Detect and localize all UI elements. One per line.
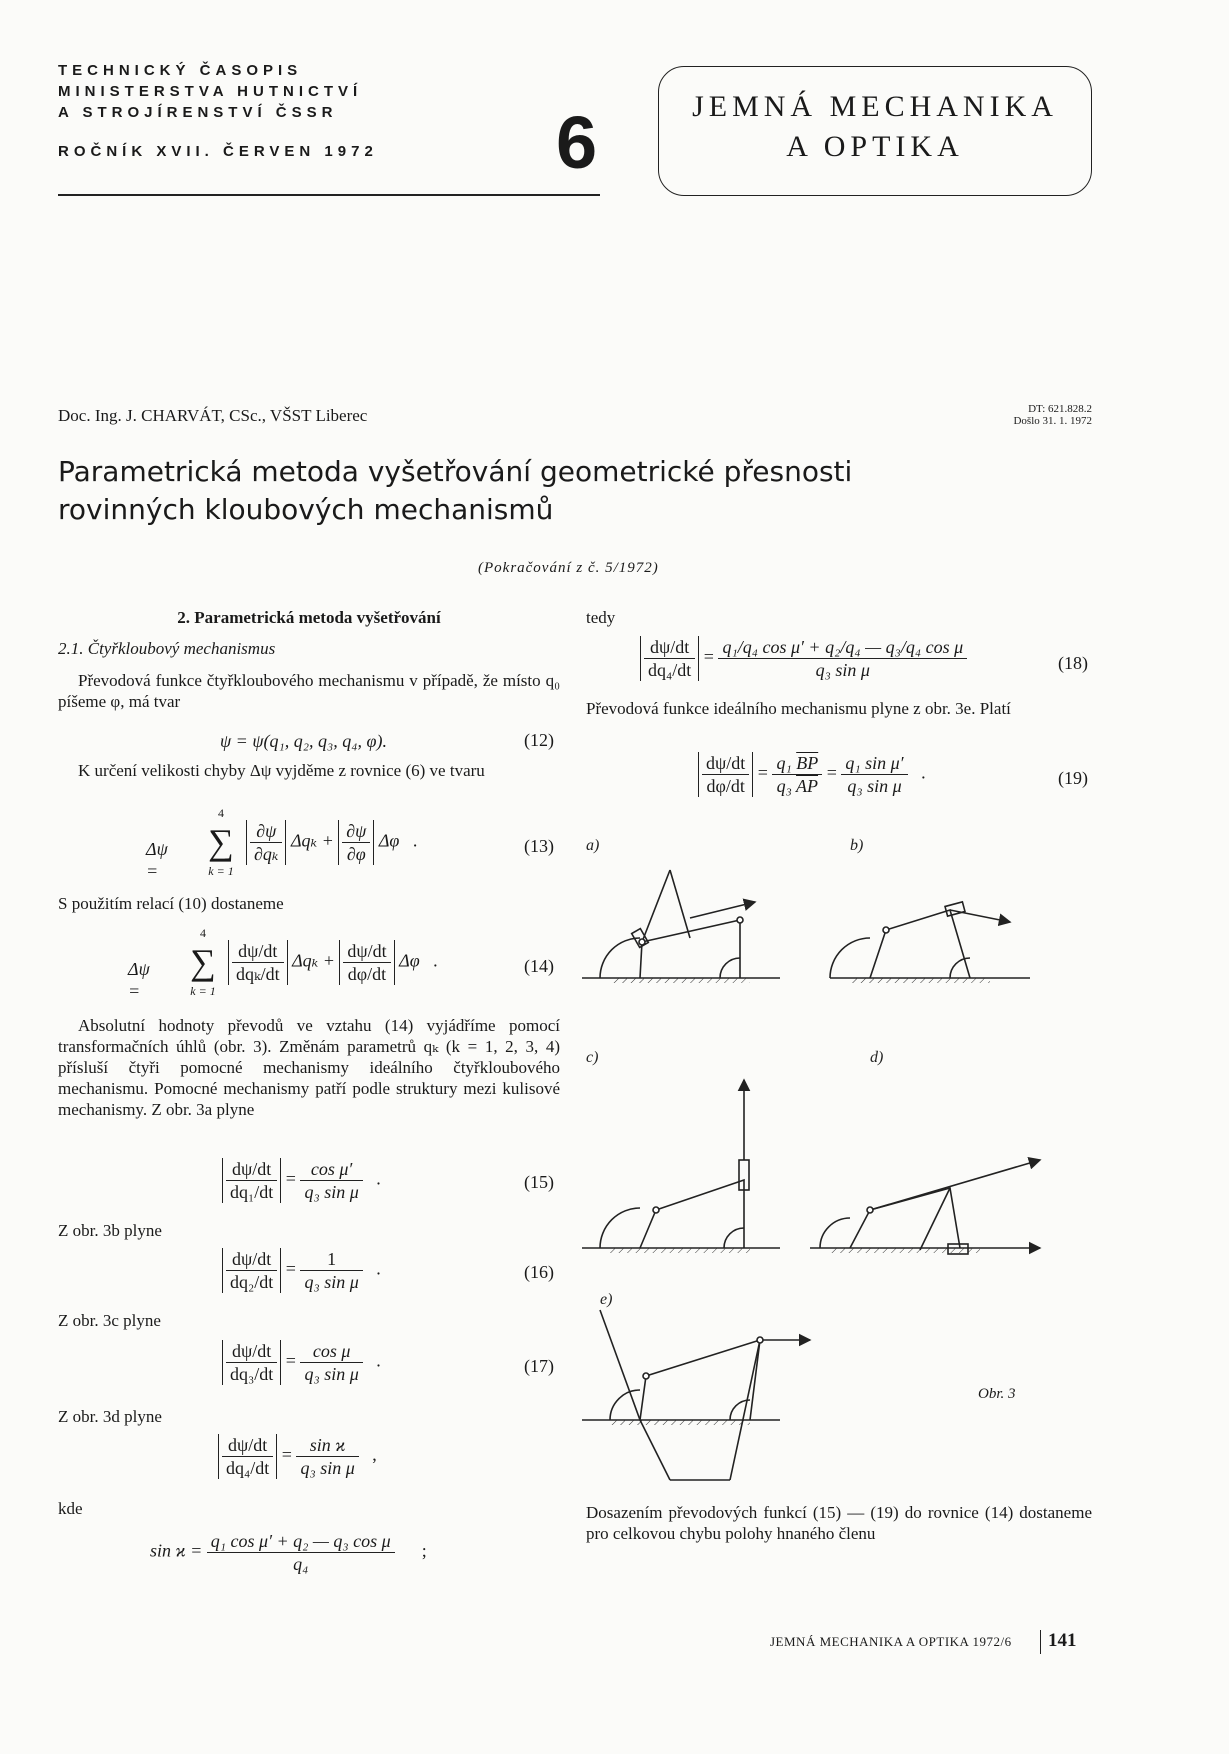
footer-journal: JEMNÁ MECHANIKA A OPTIKA 1972/6 xyxy=(770,1634,1012,1649)
received-date: Došlo 31. 1. 1972 xyxy=(1013,415,1092,427)
masthead-rule xyxy=(58,194,600,196)
figure-3a-label: a) xyxy=(586,837,600,854)
equation-sin-kappa: sin ϰ = $\frac{\text{q₁ cos μ′ + q₂ — q₃ cos μ}}{\text{q₄}}$ ; xyxy=(150,1531,427,1574)
equation-16-number: (16) xyxy=(524,1262,554,1282)
article-title-line2: rovinných kloubových mechanismů xyxy=(58,493,554,526)
paragraph-4: Absolutní hodnoty převodů ve vztahu (14) vyjádříme pomocí transformačních úhlů (obr. 3). Změnám parametrů qₖ (k = 1, 2, 3, 4) přísluší čtyři pomocné mechanismy ideálního čtyřkloubového mechanismu. Pomocné mechanismy patří podle struktury mezi kulisové mechanismy. Z obr. 3a plyne xyxy=(58,1016,560,1119)
issue-number: 6 xyxy=(556,101,598,184)
figure-3d-label: d) xyxy=(870,1049,884,1066)
paragraph-2: K určení velikosti chyby Δψ vyjděme z rovnice (6) ve tvaru xyxy=(78,761,485,780)
figure-3e xyxy=(582,1310,810,1480)
journal-title-line2: A OPTIKA xyxy=(786,130,964,163)
page-number: 141 xyxy=(1048,1630,1077,1651)
subsection-heading: 2.1. Čtyřkloubový mechanismus xyxy=(58,639,276,658)
equation-19-number: (19) xyxy=(1058,768,1088,788)
kde-label: kde xyxy=(58,1499,83,1518)
classification xyxy=(950,403,1092,427)
figure-3c-label: c) xyxy=(586,1049,599,1066)
paragraph-6: Dosazením převodových funkcí (15) — (19) do rovnice (14) dostaneme pro celkovou chybu polohy hnaného členu xyxy=(586,1503,1092,1543)
figure-caption: Obr. 3 xyxy=(978,1386,1016,1402)
equation-3d: $\frac{d\psi/dt}{\text{dq₄/dt}}$ = $\frac{\text{sin ϰ}}{\text{q₃ sin μ}}$ , xyxy=(218,1434,377,1479)
masthead-line1: TECHNICKÝ ČASOPIS xyxy=(58,62,303,79)
equation-17-number: (17) xyxy=(524,1356,554,1376)
masthead xyxy=(58,60,378,162)
masthead-line3: A STROJÍRENSTVÍ ČSSR xyxy=(58,104,338,121)
figure-3e-label: e) xyxy=(600,1291,613,1308)
equation-13-number: (13) xyxy=(524,836,554,856)
equation-17: $\frac{d\psi/dt}{\text{dq₃/dt}}$ = $\frac{\text{cos μ}}{\text{q₃ sin μ}}$ . xyxy=(222,1340,381,1385)
masthead-line2: MINISTERSTVA HUTNICTVÍ xyxy=(58,83,363,100)
journal-title-line1: JEMNÁ MECHANIKA xyxy=(692,90,1058,123)
author-line: Doc. Ing. J. CHARVÁT, CSc., VŠST Liberec xyxy=(58,406,368,425)
equation-19: $\frac{d\psi/dt}{d\varphi/dt}$ = $\frac{q_1 \overline{BP}}{q_3 \overline{AP}}$ = $\frac{\text{q₁ sin μ′}}{\text{q₃ sin μ}}$ . xyxy=(698,752,926,797)
equation-15-number: (15) xyxy=(524,1172,554,1192)
paragraph-3: S použitím relací (10) dostaneme xyxy=(58,894,284,913)
equation-15: $\frac{d\psi/dt}{\text{dq₁/dt}}$ = $\frac{\text{cos μ′}}{\text{q₃ sin μ}}$ . xyxy=(222,1158,381,1203)
article-title xyxy=(58,453,852,529)
section-heading: 2. Parametrická metoda vyšetřování xyxy=(177,608,441,627)
equation-18: $\frac{d\psi/dt}{\text{dq₄/dt}}$ = $\frac{\text{q₁/q₄ cos μ′ + q₂/q₄ — q₃/q₄ cos μ}}{\text{q₃ sin μ}}$ xyxy=(640,636,967,681)
figure-3 xyxy=(580,830,1100,1520)
figure-3d xyxy=(810,1160,1040,1254)
paragraph-1: Převodová funkce čtyřkloubového mechanismu v případě, že místo q₀ píšeme φ, má tvar xyxy=(58,671,560,711)
equation-12-number: (12) xyxy=(524,730,554,750)
equation-14-number: (14) xyxy=(524,956,554,976)
figure-3c xyxy=(582,1080,780,1253)
from-3b: Z obr. 3b plyne xyxy=(58,1221,162,1240)
article-title-line1: Parametrická metoda vyšetřování geometrické přesnosti xyxy=(58,455,853,488)
from-3c: Z obr. 3c plyne xyxy=(58,1311,161,1330)
figure-3a xyxy=(582,870,780,983)
equation-16: $\frac{d\psi/dt}{\text{dq₂/dt}}$ = $\frac{1}{\text{q₃ sin μ}}$ . xyxy=(222,1248,381,1293)
journal-title-box xyxy=(658,66,1092,196)
equation-18-number: (18) xyxy=(1058,653,1088,673)
masthead-line4: ROČNÍK XVII. ČERVEN 1972 xyxy=(58,143,378,160)
equation-12: ψ = ψ(q₁, q₂, q₃, q₄, φ). xyxy=(220,731,387,751)
from-3d: Z obr. 3d plyne xyxy=(58,1407,162,1426)
figure-3b-label: b) xyxy=(850,837,864,854)
figure-3b xyxy=(830,902,1030,983)
continuation-note: (Pokračování z č. 5/1972) xyxy=(478,560,659,576)
paragraph-5: Převodová funkce ideálního mechanismu plyne z obr. 3e. Platí xyxy=(586,699,1011,718)
dt-code: DT: 621.828.2 xyxy=(1028,403,1092,415)
tedy-label: tedy xyxy=(586,608,616,627)
footer-divider xyxy=(1040,1630,1041,1654)
